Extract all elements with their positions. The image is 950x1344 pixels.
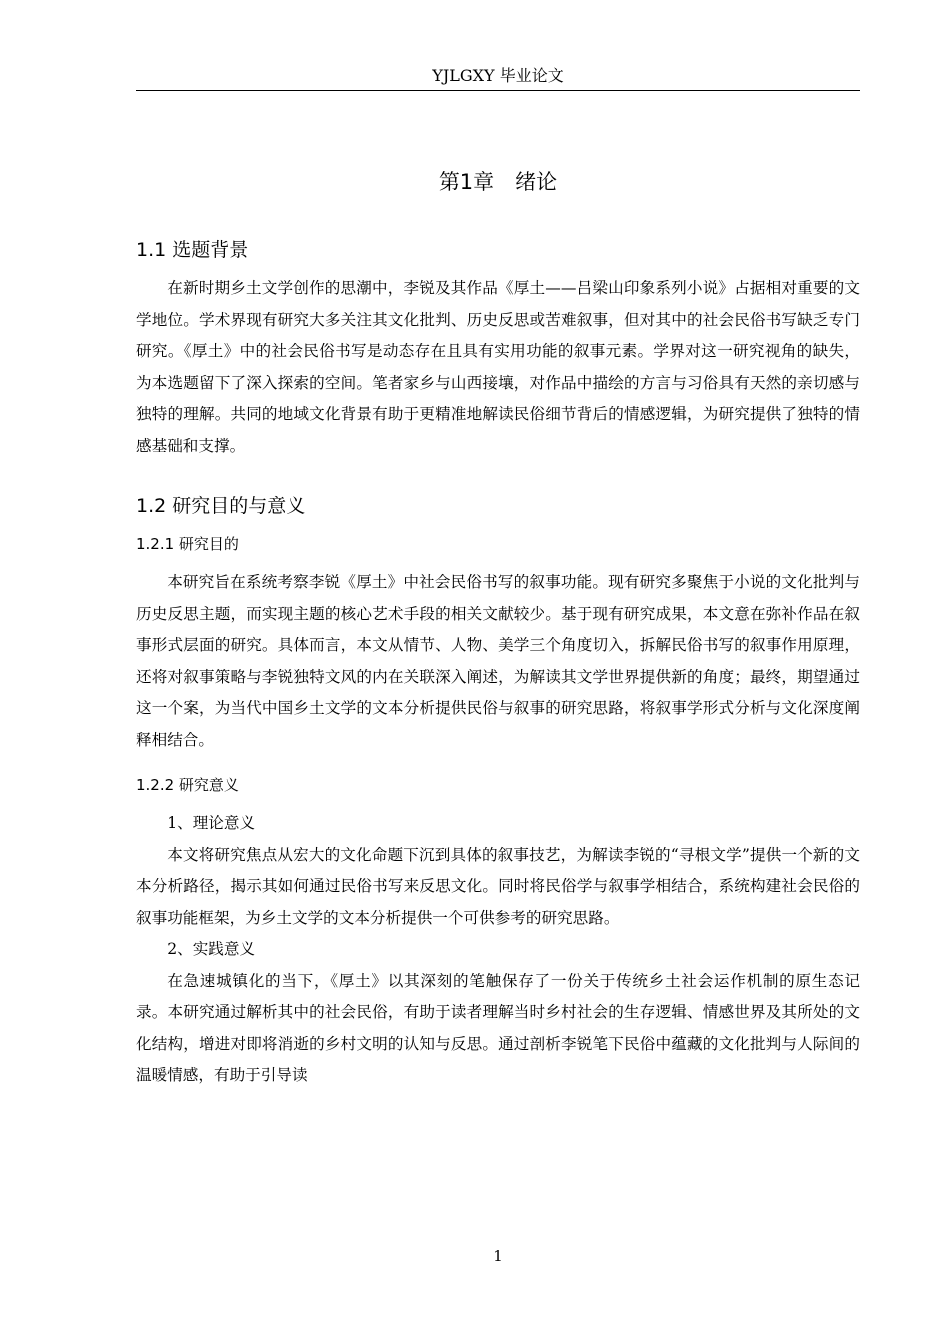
subsection-heading-1-2-1: 1.2.1 研究目的 — [136, 535, 239, 553]
page-number: 1 — [493, 1247, 503, 1265]
page-header: YJLGXY 毕业论文 — [432, 66, 564, 85]
section-heading-1-2: 1.2 研究目的与意义 — [136, 495, 306, 517]
paragraph-practice-significance: 在急速城镇化的当下，《厚土》以其深刻的笔触保存了一份关于传统乡土社会运作机制的原生态记录。本研究通过解析其中的社会民俗，有助于读者理解当时乡村社会的生存逻辑、情感世界及其所处的文化结构，增进对即将消逝的乡村文明的认知与反思。通过剖析李锐笔下民俗中蕴藏的文化批判与人际间的温暖情感，有助于引导读 — [136, 971, 860, 1084]
document-body — [136, 165, 860, 1092]
paragraph-theory-significance: 本文将研究焦点从宏大的文化命题下沉到具体的叙事技艺，为解读李锐的“寻根文学”提供一个新的文本分析路径，揭示其如何通过民俗书写来反思文化。同时将民俗学与叙事学相结合，系统构建社会民俗的叙事功能框架，为乡土文学的文本分析提供一个可供参考的研究思路。 — [136, 845, 860, 927]
list-label-theory: 1、理论意义 — [167, 814, 256, 832]
section-heading-1-1: 1.1 选题背景 — [136, 239, 249, 261]
list-label-practice: 2、实践意义 — [167, 940, 256, 958]
subsection-heading-1-2-2: 1.2.2 研究意义 — [136, 776, 239, 794]
paragraph-research-purpose: 本研究旨在系统考察李锐《厚土》中社会民俗书写的叙事功能。现有研究多聚焦于小说的文化批判与历史反思主题，而实现主题的核心艺术手段的相关文献较少。基于现有研究成果，本文意在弥补作品在叙事形式层面的研究。具体而言，本文从情节、人物、美学三个角度切入，拆解民俗书写的叙事作用原理，还将对叙事策略与李锐独特文风的内在关联深入阐述，为解读其文学世界提供新的角度；最终，期望通过这一个案，为当代中国乡土文学的文本分析提供民俗与叙事的研究思路，将叙事学形式分析与文化深度阐释相结合。 — [136, 573, 860, 749]
chapter-title: 第1章 绪论 — [438, 170, 558, 194]
paragraph-background: 在新时期乡土文学创作的思潮中，李锐及其作品《厚土——吕梁山印象系列小说》占据相对重要的文学地位。学术界现有研究大多关注其文化批判、历史反思或苦难叙事，但对其中的社会民俗书写缺乏专门研究。《厚土》中的社会民俗书写是动态存在且具有实用功能的叙事元素。学界对这一研究视角的缺失，为本选题留下了深入探索的空间。笔者家乡与山西接壤，对作品中描绘的方言与习俗具有天然的亲切感与独特的理解。共同的地域文化背景有助于更精准地解读民俗细节背后的情感逻辑，为研究提供了独特的情感基础和支撑。 — [136, 279, 860, 455]
header-divider — [136, 90, 860, 91]
